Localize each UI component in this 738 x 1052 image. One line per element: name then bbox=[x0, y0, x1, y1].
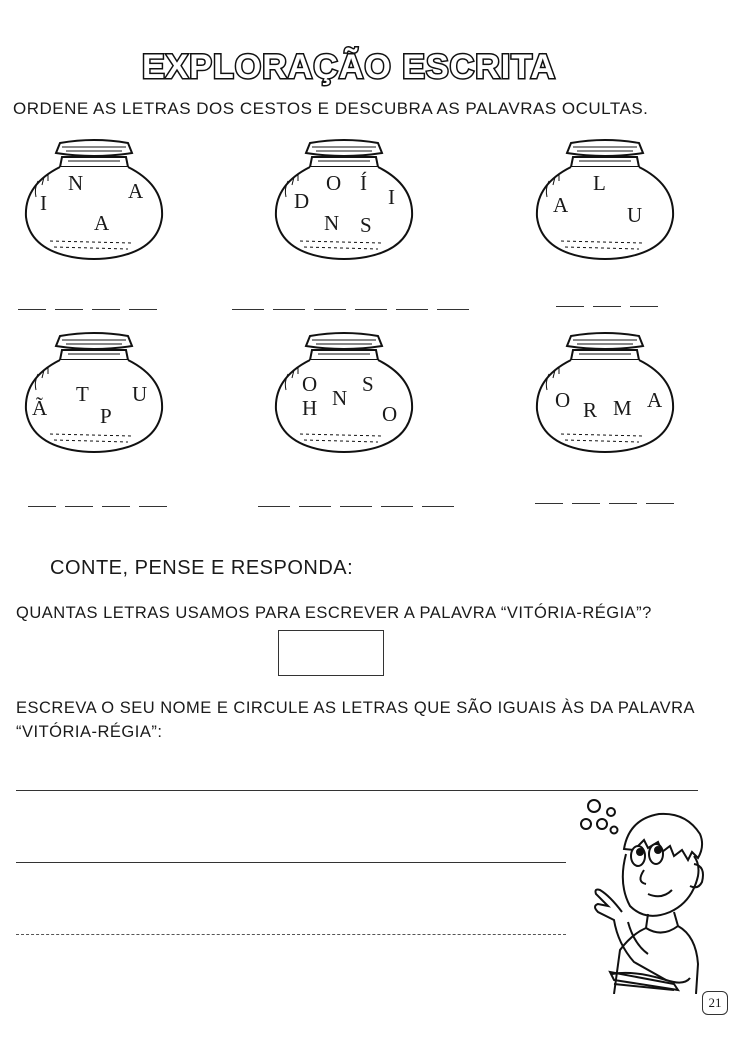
letter-blank[interactable] bbox=[273, 309, 305, 310]
pot-letter: I bbox=[388, 185, 395, 209]
pot-letter: N bbox=[324, 211, 340, 235]
letter-blank[interactable] bbox=[630, 306, 658, 307]
answer-blanks bbox=[232, 309, 469, 310]
pot-letter: T bbox=[76, 382, 89, 406]
pot-letter: A bbox=[553, 193, 569, 217]
section-heading: CONTE, PENSE E RESPONDA: bbox=[50, 557, 354, 579]
pot-letter: O bbox=[555, 388, 571, 412]
answer-box[interactable] bbox=[278, 630, 384, 676]
pot-letter: S bbox=[362, 372, 374, 396]
letter-blank[interactable] bbox=[609, 503, 637, 504]
answer-blanks bbox=[535, 503, 674, 504]
letter-blank[interactable] bbox=[437, 309, 469, 310]
letter-blank[interactable] bbox=[422, 506, 454, 507]
pot-letter: O bbox=[326, 171, 342, 195]
letter-blank[interactable] bbox=[258, 506, 290, 507]
pot-letter: R bbox=[583, 398, 598, 422]
pot-letter: N bbox=[68, 171, 84, 195]
letter-blank[interactable] bbox=[65, 506, 93, 507]
pot-letter: M bbox=[613, 396, 632, 420]
letter-blank[interactable] bbox=[381, 506, 413, 507]
pot-letter: Í bbox=[360, 171, 367, 195]
page-number: 21 bbox=[702, 991, 728, 1015]
letter-blank[interactable] bbox=[340, 506, 372, 507]
letter-blank[interactable] bbox=[92, 309, 120, 310]
pot-letter: I bbox=[40, 191, 47, 215]
answer-blanks bbox=[258, 506, 454, 507]
pot-letter: O bbox=[382, 402, 398, 426]
letter-blank[interactable] bbox=[535, 503, 563, 504]
pot-letter: A bbox=[128, 179, 144, 203]
question-letter-count: QUANTAS LETRAS USAMOS PARA ESCREVER A PALAVRA “VITÓRIA-RÉGIA”? bbox=[16, 604, 652, 622]
letter-blank[interactable] bbox=[396, 309, 428, 310]
question-name-line2: “VITÓRIA-RÉGIA”: bbox=[16, 723, 163, 741]
thinking-boy-illustration bbox=[574, 794, 708, 994]
pot-letter: P bbox=[100, 404, 112, 428]
answer-blanks bbox=[556, 306, 658, 307]
question-name bbox=[16, 696, 695, 744]
letter-blank[interactable] bbox=[314, 309, 346, 310]
page-title bbox=[0, 36, 738, 96]
letter-blank[interactable] bbox=[102, 506, 130, 507]
answer-line-2[interactable] bbox=[16, 862, 566, 863]
letter-blank[interactable] bbox=[593, 306, 621, 307]
letter-blank[interactable] bbox=[355, 309, 387, 310]
letter-blank[interactable] bbox=[18, 309, 46, 310]
answer-blanks bbox=[28, 506, 167, 507]
pot-letter: H bbox=[302, 396, 318, 420]
letter-pot bbox=[272, 330, 416, 454]
instruction-text: ORDENE AS LETRAS DOS CESTOS E DESCUBRA AS PALAVRAS OCULTAS. bbox=[13, 99, 649, 118]
pot-letter: L bbox=[593, 171, 606, 195]
pot-letter: U bbox=[132, 382, 148, 406]
letter-pot bbox=[22, 330, 166, 454]
pot-letter: A bbox=[647, 388, 663, 412]
pot-letter: N bbox=[332, 386, 348, 410]
pot-letter: Ã bbox=[32, 396, 48, 420]
answer-line-1[interactable] bbox=[16, 790, 698, 791]
letter-pot bbox=[533, 137, 677, 261]
pot-letter: O bbox=[302, 372, 318, 396]
pot-letter: U bbox=[627, 203, 643, 227]
letter-blank[interactable] bbox=[556, 306, 584, 307]
pot-letter: D bbox=[294, 189, 310, 213]
page-title-text: EXPLORAÇÃO ESCRITA bbox=[141, 48, 557, 86]
pot-letter: A bbox=[94, 211, 110, 235]
letter-blank[interactable] bbox=[232, 309, 264, 310]
pot-letter: S bbox=[360, 213, 372, 237]
answer-blanks bbox=[18, 309, 157, 310]
letter-pot bbox=[533, 330, 677, 454]
letter-blank[interactable] bbox=[28, 506, 56, 507]
letter-blank[interactable] bbox=[129, 309, 157, 310]
letter-pot bbox=[272, 137, 416, 261]
letter-blank[interactable] bbox=[55, 309, 83, 310]
letter-blank[interactable] bbox=[299, 506, 331, 507]
letter-pot bbox=[22, 137, 166, 261]
answer-line-3[interactable] bbox=[16, 934, 566, 935]
letter-blank[interactable] bbox=[572, 503, 600, 504]
question-name-line1: ESCREVA O SEU NOME E CIRCULE AS LETRAS QUE SÃO IGUAIS ÀS DA PALAVRA bbox=[16, 699, 696, 717]
letter-blank[interactable] bbox=[646, 503, 674, 504]
letter-blank[interactable] bbox=[139, 506, 167, 507]
